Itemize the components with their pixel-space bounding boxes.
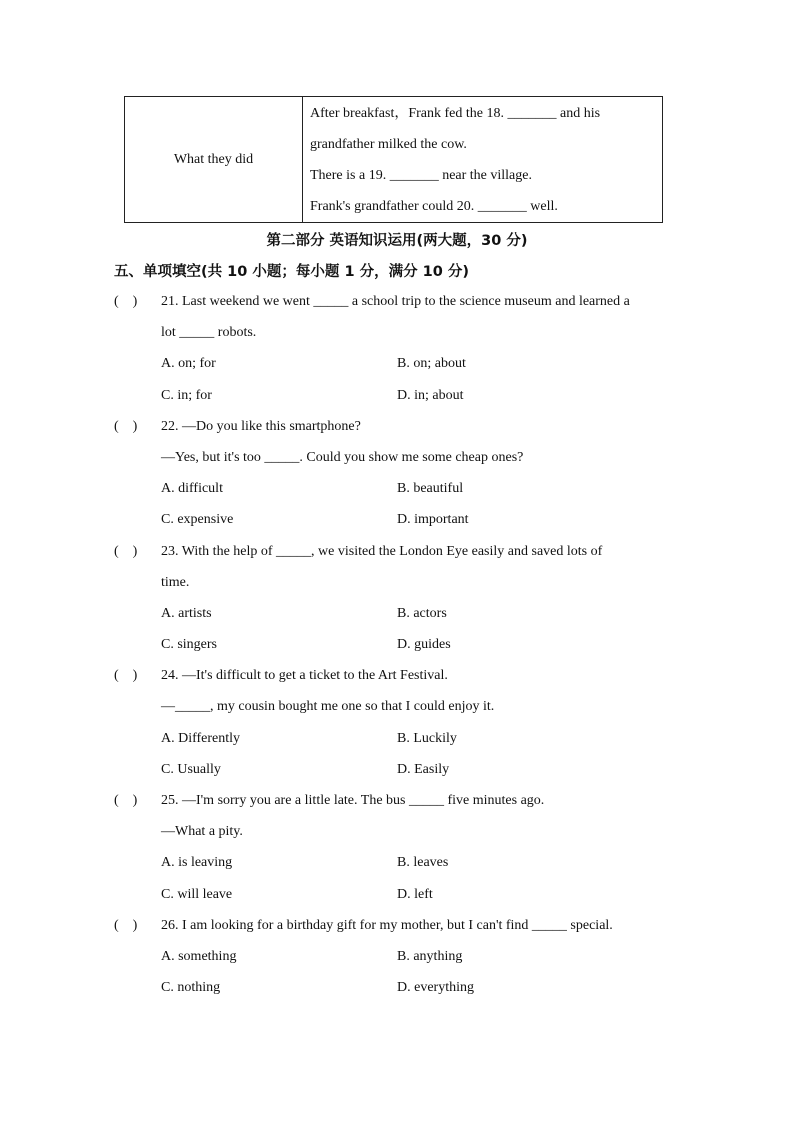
option-b: B. actors [397, 605, 447, 621]
question-text: 26. I am looking for a birthday gift for my mother, but I can't find _____ special. [161, 917, 613, 933]
question-text-continued: time. [161, 574, 190, 590]
options-row [114, 598, 674, 629]
question-24 [114, 660, 674, 785]
options-row [114, 754, 674, 785]
options-row [114, 847, 674, 878]
option-d: D. guides [397, 637, 451, 653]
options-row [114, 941, 674, 972]
question-25 [114, 785, 674, 910]
answer-blank[interactable]: ( ) [114, 668, 138, 684]
answer-blank[interactable]: ( ) [114, 294, 138, 309]
option-d: D. in; about [397, 387, 464, 403]
options-row [114, 723, 674, 754]
table-row [125, 97, 663, 223]
option-d: D. left [397, 886, 433, 902]
option-c: C. in; for [161, 387, 212, 403]
option-b: B. Luckily [397, 730, 457, 746]
question-text: 21. Last weekend we went _____ a school trip to the science museum and learned a [161, 294, 630, 309]
options-row [114, 348, 674, 379]
options-row [114, 380, 674, 411]
options-row [114, 879, 674, 910]
answer-blank[interactable]: ( ) [114, 917, 138, 933]
options-row [114, 972, 674, 1003]
question-list [114, 286, 674, 1003]
options-row [114, 473, 674, 504]
answer-blank[interactable]: ( ) [114, 418, 138, 434]
option-a: A. on; for [161, 356, 216, 372]
option-a: A. something [161, 948, 237, 964]
table-line-2: grandfather milked the cow. [310, 136, 467, 152]
question-text-continued: lot _____ robots. [161, 325, 257, 341]
option-b: B. leaves [397, 855, 449, 871]
option-b: B. beautiful [397, 481, 464, 497]
option-b: B. on; about [397, 356, 466, 372]
options-row [114, 504, 674, 535]
option-c: C. Usually [161, 761, 221, 777]
question-26 [114, 910, 674, 1004]
question-text: 23. With the help of _____, we visited the London Eye easily and saved lots of [161, 543, 603, 559]
option-c: C. will leave [161, 886, 233, 902]
question-text: 22. —Do you like this smartphone? [161, 418, 361, 434]
option-d: D. everything [397, 980, 474, 996]
table-line-4: Frank's grandfather could 20. _______ well. [310, 198, 558, 214]
option-c: C. singers [161, 637, 217, 653]
question-text-continued: —_____, my cousin bought me one so that I could enjoy it. [161, 699, 495, 715]
question-23 [114, 536, 674, 661]
table-content-cell [303, 97, 663, 223]
part-heading: 第二部分 英语知识运用(两大题，30 分) [266, 233, 528, 249]
answer-blank[interactable]: ( ) [114, 793, 138, 808]
table-line-1: After breakfast，Frank fed the 18. _______ and his [310, 105, 601, 121]
question-text-continued: —Yes, but it's too _____. Could you show me some cheap ones? [161, 449, 524, 465]
options-row [114, 629, 674, 660]
section-heading: 五、单项填空(共 10 小题；每小题 1 分，满分 10 分) [114, 264, 469, 280]
option-a: A. artists [161, 605, 212, 621]
option-d: D. important [397, 512, 469, 528]
question-text: 24. —It's difficult to get a ticket to the Art Festival. [161, 668, 448, 684]
option-a: A. Differently [161, 730, 241, 746]
table-line-3: There is a 19. _______ near the village. [310, 167, 532, 183]
option-c: C. expensive [161, 512, 234, 528]
option-a: A. is leaving [161, 855, 233, 871]
option-c: C. nothing [161, 980, 221, 996]
option-b: B. anything [397, 948, 463, 964]
option-d: D. Easily [397, 761, 450, 777]
table-label-cell [125, 97, 303, 223]
question-text-continued: —What a pity. [161, 824, 243, 840]
answer-blank[interactable]: ( ) [114, 543, 138, 559]
question-text: 25. —I'm sorry you are a little late. The bus _____ five minutes ago. [161, 793, 545, 808]
answer-table [124, 96, 663, 223]
table-label: What they did [173, 151, 254, 167]
question-21 [114, 286, 674, 411]
option-a: A. difficult [161, 481, 223, 497]
question-22 [114, 411, 674, 536]
